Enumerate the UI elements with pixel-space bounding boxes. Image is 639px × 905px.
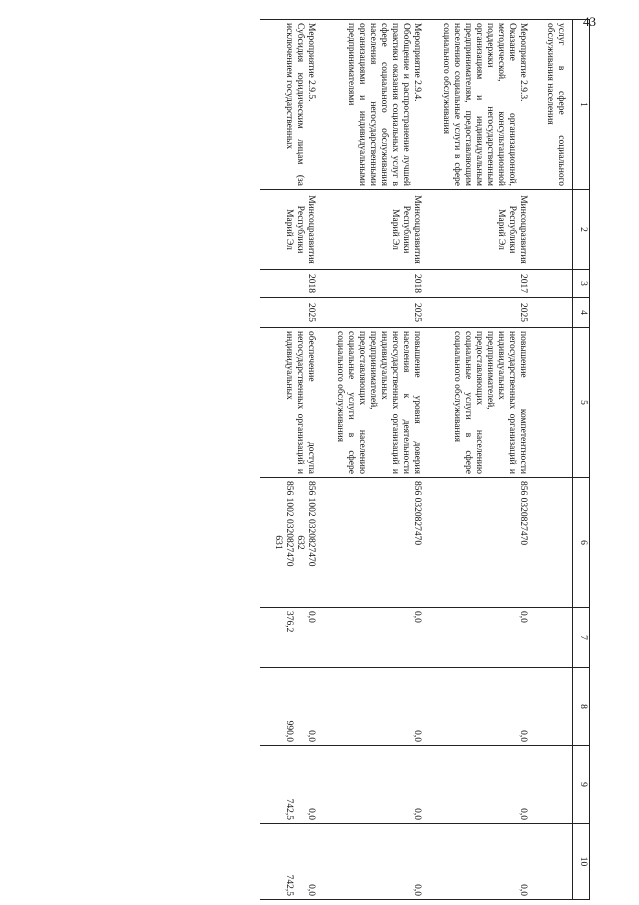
measure-title: Мероприятие 2.9.4.	[412, 23, 422, 102]
header-cell: 2	[573, 190, 590, 270]
value: 742,5	[284, 798, 294, 820]
result-cell: обеспечение доступа негосударственных организаций и индивидуальных	[260, 328, 322, 478]
measure-description: Оказание организационной, методической, консультационной поддержки негосударственным организациям и индивидуальным предпринимателям, предоставляющим населению социальные услуги в сфере социального обслуживания	[441, 23, 517, 186]
measure-title: Мероприятие 2.9.5.	[306, 23, 316, 102]
budget-code-line: 856 1002 0320827470	[306, 481, 316, 567]
value: 742,5	[284, 874, 294, 896]
measure-cell	[428, 20, 534, 190]
header-cell: 4	[573, 298, 590, 328]
value-cell-8	[428, 668, 534, 746]
value-cell-10	[322, 824, 428, 900]
rotated-table-container	[110, 19, 590, 899]
value-cell-9	[322, 746, 428, 824]
value-cell-10	[260, 824, 322, 900]
start-year-cell: 2017	[428, 270, 534, 298]
budget-code-cell	[260, 478, 322, 608]
measure-title: Мероприятие 2.9.3.	[518, 23, 528, 102]
measure-cell	[322, 20, 428, 190]
value-cell-7	[428, 608, 534, 668]
continuation-row	[534, 20, 573, 900]
value: 0,0	[306, 808, 316, 820]
header-cell: 1	[573, 20, 590, 190]
value: 0,0	[412, 808, 422, 820]
value: 0,0	[412, 611, 422, 623]
header-row	[573, 20, 590, 900]
budget-code-line: 856 0320827470	[412, 481, 422, 546]
value: 376,2	[284, 611, 294, 633]
value-cell-8	[322, 668, 428, 746]
measure-description: Обобщение и распространение лучшей практики оказания социальных услуг в сфере социального обслуживания населения негосударственными организациями и индивидуальными предпринимателями	[346, 23, 411, 186]
header-cell: 8	[573, 668, 590, 746]
value-cell-9	[260, 746, 322, 824]
value-cell-9	[428, 746, 534, 824]
value: 0,0	[306, 884, 316, 896]
executor-cell: Минсоцразвития Республики Марий Эл	[260, 190, 322, 270]
end-year-cell: 2025	[322, 298, 428, 328]
budget-code-cell	[428, 478, 534, 608]
continuation-text: услуг в сфере социального обслуживания населения	[534, 20, 573, 190]
start-year-cell: 2018	[322, 270, 428, 298]
budget-code-line: 631	[273, 535, 283, 550]
budget-code-line: 856 0320827470	[518, 481, 528, 546]
value-cell-8	[260, 668, 322, 746]
measure-cell	[260, 20, 322, 190]
value-cell-7	[322, 608, 428, 668]
value: 0,0	[412, 730, 422, 742]
start-year-cell: 2018	[260, 270, 322, 298]
value: 0,0	[518, 884, 528, 896]
executor-cell: Минсоцразвития Республики Марий Эл	[428, 190, 534, 270]
header-cell: 6	[573, 478, 590, 608]
value: 0,0	[306, 730, 316, 742]
header-cell: 7	[573, 608, 590, 668]
value: 990,0	[284, 720, 294, 742]
value: 0,0	[412, 884, 422, 896]
table-row	[322, 20, 428, 900]
result-cell: повышение компетентности негосударственных организаций и индивидуальных предпринимателей, предоставляющих населению социальные услуги в сфере социального обслуживания	[428, 328, 534, 478]
value-cell-10	[428, 824, 534, 900]
budget-code-line: 856 1002 0320827470	[284, 481, 294, 567]
header-cell: 5	[573, 328, 590, 478]
value: 0,0	[518, 611, 528, 623]
header-cell: 9	[573, 746, 590, 824]
value: 0,0	[518, 730, 528, 742]
executor-cell: Минсоцразвития Республики Марий Эл	[322, 190, 428, 270]
value: 0,0	[306, 611, 316, 623]
program-table	[260, 19, 590, 900]
value: 0,0	[518, 808, 528, 820]
result-cell: повышение уровня доверия населения к деятельности негосударственных организаций и индивидуальных предпринимателей, предоставляющих населению социальные услуги в сфере социального обслуживания	[322, 328, 428, 478]
table-row	[428, 20, 534, 900]
budget-code-cell	[322, 478, 428, 608]
budget-code-line: 632	[295, 535, 305, 550]
value-cell-7	[260, 608, 322, 668]
end-year-cell: 2025	[428, 298, 534, 328]
header-cell: 3	[573, 270, 590, 298]
end-year-cell: 2025	[260, 298, 322, 328]
page-number: 43	[583, 14, 596, 29]
measure-description: Субсидия юридическим лицам (за исключением государственных	[284, 23, 305, 186]
table-row	[260, 20, 322, 900]
header-cell: 10	[573, 824, 590, 900]
